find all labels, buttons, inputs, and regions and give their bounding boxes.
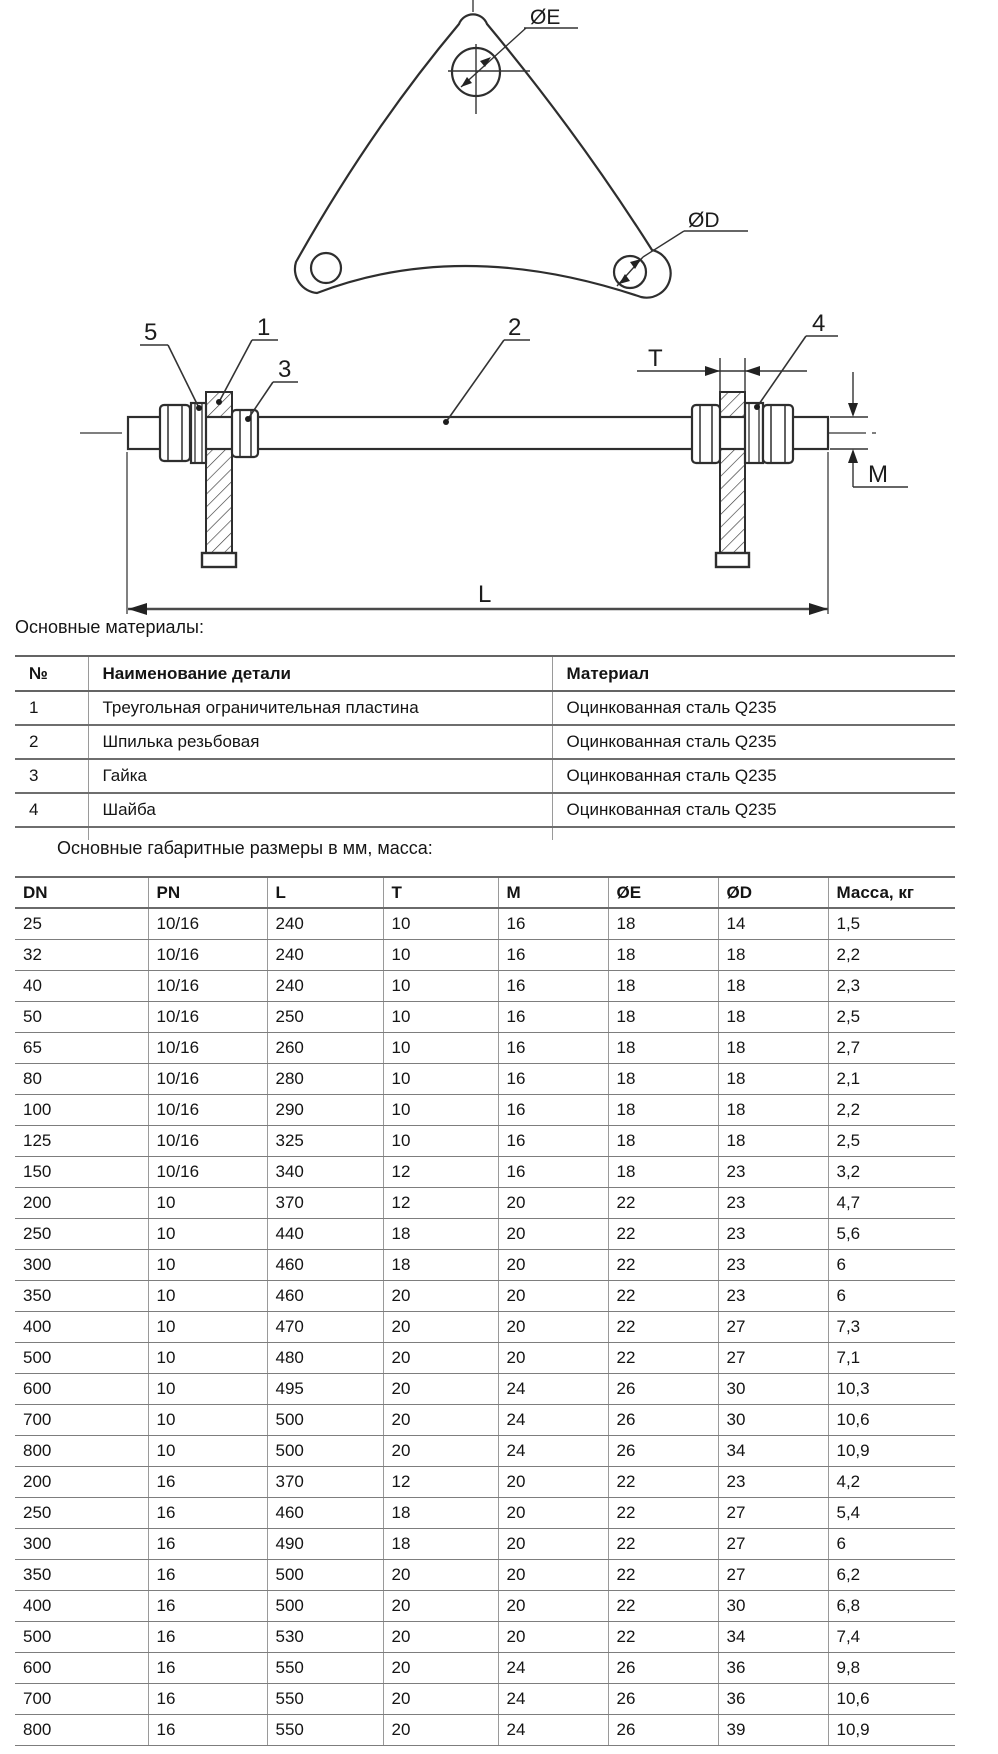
table-cell: 12 <box>383 1157 498 1188</box>
table-cell: 22 <box>608 1281 718 1312</box>
table-cell: 500 <box>267 1591 383 1622</box>
nut-left-inner <box>232 410 258 457</box>
table-cell: 26 <box>608 1436 718 1467</box>
table-cell: 12 <box>383 1467 498 1498</box>
table-cell: 10/16 <box>148 1126 267 1157</box>
table-cell: 16 <box>148 1560 267 1591</box>
table-cell: 20 <box>498 1312 608 1343</box>
table-cell: 10 <box>148 1436 267 1467</box>
table-cell: 16 <box>148 1591 267 1622</box>
table-cell: 10 <box>383 1095 498 1126</box>
table-row <box>15 1591 955 1622</box>
table-cell: 10/16 <box>148 971 267 1002</box>
table-cell: 10 <box>148 1250 267 1281</box>
table-cell: Оцинкованная сталь Q235 <box>552 793 955 827</box>
hole-e-label: ØE <box>530 6 561 29</box>
triangular-plate-outline <box>295 14 671 297</box>
column-header: ØE <box>608 877 718 908</box>
table-row <box>15 1281 955 1312</box>
table-cell: 18 <box>383 1529 498 1560</box>
table-cell: 24 <box>498 1684 608 1715</box>
table-cell: 500 <box>267 1560 383 1591</box>
table-cell: 18 <box>608 908 718 940</box>
table-cell: 3,2 <box>828 1157 955 1188</box>
table-cell: Шпилька резьбовая <box>88 725 552 759</box>
washer-right <box>745 403 763 463</box>
table-cell: 460 <box>267 1281 383 1312</box>
table-cell: 370 <box>267 1188 383 1219</box>
table-cell: 460 <box>267 1250 383 1281</box>
table-cell: 34 <box>718 1622 828 1653</box>
table-cell: 10 <box>383 1002 498 1033</box>
table-cell: 250 <box>267 1002 383 1033</box>
table-cell: 16 <box>148 1653 267 1684</box>
table-cell: 200 <box>15 1467 148 1498</box>
table-row <box>15 940 955 971</box>
table-cell: 125 <box>15 1126 148 1157</box>
table-row <box>15 1529 955 1560</box>
table-cell: 6 <box>828 1250 955 1281</box>
table-cell: 30 <box>718 1405 828 1436</box>
table-cell: 27 <box>718 1560 828 1591</box>
table-cell: 10,6 <box>828 1684 955 1715</box>
table-cell: Треугольная ограничительная пластина <box>88 691 552 725</box>
table-row <box>15 1312 955 1343</box>
nut-right-inner <box>692 405 720 463</box>
table-cell: 24 <box>498 1653 608 1684</box>
table-row <box>15 1219 955 1250</box>
table-cell: 22 <box>608 1467 718 1498</box>
table-cell: 4 <box>15 793 88 827</box>
table-cell: 260 <box>267 1033 383 1064</box>
table-cell: 460 <box>267 1498 383 1529</box>
table-cell: 1,5 <box>828 908 955 940</box>
table-cell: 26 <box>608 1374 718 1405</box>
table-cell: 24 <box>498 1715 608 1746</box>
table-cell: 10 <box>383 1064 498 1095</box>
table-cell: 18 <box>608 1064 718 1095</box>
table-cell: 200 <box>15 1188 148 1219</box>
table-cell: 20 <box>383 1591 498 1622</box>
table-cell: 18 <box>718 1033 828 1064</box>
table-cell: 490 <box>267 1529 383 1560</box>
table-cell: 65 <box>15 1033 148 1064</box>
table-cell: 26 <box>608 1684 718 1715</box>
table-cell: 10 <box>148 1405 267 1436</box>
table-cell: 16 <box>498 940 608 971</box>
table-cell: 6,2 <box>828 1560 955 1591</box>
table-cell: 20 <box>383 1436 498 1467</box>
table-row <box>15 793 955 827</box>
table-cell: 23 <box>718 1467 828 1498</box>
table-cell: 16 <box>148 1684 267 1715</box>
table-cell: 10/16 <box>148 1095 267 1126</box>
table-cell: 16 <box>498 1064 608 1095</box>
table-cell: 800 <box>15 1436 148 1467</box>
table-cell: 20 <box>498 1188 608 1219</box>
table-cell: 1 <box>15 691 88 725</box>
table-cell: 9,8 <box>828 1653 955 1684</box>
table-cell: 16 <box>148 1498 267 1529</box>
table-cell: 150 <box>15 1157 148 1188</box>
stud-assembly-view <box>80 310 908 615</box>
dimensions-table <box>15 876 955 1746</box>
table-cell: 27 <box>718 1498 828 1529</box>
table-row <box>15 1498 955 1529</box>
table-cell: 20 <box>383 1622 498 1653</box>
table-cell: 300 <box>15 1250 148 1281</box>
table-cell: 470 <box>267 1312 383 1343</box>
table-cell: 325 <box>267 1126 383 1157</box>
washer-left <box>191 403 206 463</box>
table-cell: 39 <box>718 1715 828 1746</box>
table-cell: 22 <box>608 1343 718 1374</box>
table-cell: 27 <box>718 1529 828 1560</box>
table-cell: 20 <box>383 1312 498 1343</box>
table-row <box>15 725 955 759</box>
hole-d-label: ØD <box>688 209 720 232</box>
table-cell: 22 <box>608 1312 718 1343</box>
column-header: Масса, кг <box>828 877 955 908</box>
table-cell: 240 <box>267 940 383 971</box>
table-cell: 4,2 <box>828 1467 955 1498</box>
table-cell: 32 <box>15 940 148 971</box>
table-cell: 27 <box>718 1312 828 1343</box>
table-cell: 2,3 <box>828 971 955 1002</box>
table-cell: 700 <box>15 1405 148 1436</box>
column-header: T <box>383 877 498 908</box>
table-row <box>15 1343 955 1374</box>
table-cell: 500 <box>15 1622 148 1653</box>
table-cell: 290 <box>267 1095 383 1126</box>
table-cell: 22 <box>608 1622 718 1653</box>
column-header: PN <box>148 877 267 908</box>
dimensions-heading: Основные габаритные размеры в мм, масса: <box>57 838 433 858</box>
table-cell: 6 <box>828 1529 955 1560</box>
table-cell: 18 <box>718 1126 828 1157</box>
table-cell: 18 <box>608 1095 718 1126</box>
table-cell: Оцинкованная сталь Q235 <box>552 759 955 793</box>
table-cell: 400 <box>15 1591 148 1622</box>
table-cell: 14 <box>718 908 828 940</box>
table-cell: 18 <box>718 1095 828 1126</box>
table-cell: 10 <box>383 1033 498 1064</box>
table-cell: 23 <box>718 1281 828 1312</box>
nut-left-outer <box>160 405 190 461</box>
table-cell: 16 <box>498 1095 608 1126</box>
table-cell: 350 <box>15 1281 148 1312</box>
table-cell: 26 <box>608 1653 718 1684</box>
column-header: Наименование детали <box>88 656 552 691</box>
table-cell: 600 <box>15 1653 148 1684</box>
table-cell: 80 <box>15 1064 148 1095</box>
dim-l-label: L <box>478 581 492 608</box>
table-row <box>15 1436 955 1467</box>
table-cell: 500 <box>267 1436 383 1467</box>
table-cell: 10 <box>383 971 498 1002</box>
table-cell: 340 <box>267 1157 383 1188</box>
table-cell: 10/16 <box>148 1064 267 1095</box>
table-cell: 240 <box>267 971 383 1002</box>
table-cell: 18 <box>718 1064 828 1095</box>
materials-table <box>15 655 955 840</box>
table-row <box>15 1653 955 1684</box>
table-row <box>15 1157 955 1188</box>
column-header: L <box>267 877 383 908</box>
header-row <box>15 877 955 908</box>
table-cell: 22 <box>608 1560 718 1591</box>
table-cell: 16 <box>148 1622 267 1653</box>
table-row <box>15 1002 955 1033</box>
table-cell: 23 <box>718 1219 828 1250</box>
table-row <box>15 1622 955 1653</box>
materials-heading: Основные материалы: <box>15 617 204 637</box>
table-cell: 20 <box>498 1219 608 1250</box>
table-cell: 10 <box>383 940 498 971</box>
table-cell: 10/16 <box>148 1002 267 1033</box>
table-cell: 2,2 <box>828 1095 955 1126</box>
table-cell: Оцинкованная сталь Q235 <box>552 725 955 759</box>
table-cell: 2,2 <box>828 940 955 971</box>
table-cell: 20 <box>498 1591 608 1622</box>
table-cell: 18 <box>608 971 718 1002</box>
hole-plain <box>311 253 341 283</box>
table-row <box>15 1033 955 1064</box>
table-cell: 18 <box>383 1219 498 1250</box>
table-cell: 36 <box>718 1653 828 1684</box>
table-cell: 10,9 <box>828 1715 955 1746</box>
table-cell: 26 <box>608 1405 718 1436</box>
table-cell: 20 <box>498 1560 608 1591</box>
table-row <box>15 691 955 725</box>
table-cell: 20 <box>383 1281 498 1312</box>
table-cell: 10 <box>148 1188 267 1219</box>
table-cell: 18 <box>383 1498 498 1529</box>
table-cell: 22 <box>608 1250 718 1281</box>
table-cell: 550 <box>267 1684 383 1715</box>
table-cell: 40 <box>15 971 148 1002</box>
table-row <box>15 1467 955 1498</box>
table-cell: 16 <box>148 1529 267 1560</box>
table-cell: 250 <box>15 1219 148 1250</box>
table-row <box>15 1374 955 1405</box>
table-cell: 20 <box>498 1281 608 1312</box>
table-cell: 2,5 <box>828 1126 955 1157</box>
table-cell: 22 <box>608 1529 718 1560</box>
table-cell: 16 <box>498 908 608 940</box>
table-cell: 27 <box>718 1343 828 1374</box>
table-cell: 34 <box>718 1436 828 1467</box>
column-header: M <box>498 877 608 908</box>
table-cell: 2,1 <box>828 1064 955 1095</box>
table-cell: 440 <box>267 1219 383 1250</box>
table-cell: 6,8 <box>828 1591 955 1622</box>
table-cell: 16 <box>498 1033 608 1064</box>
table-cell: 18 <box>608 1002 718 1033</box>
table-cell: 18 <box>608 1126 718 1157</box>
table-cell: 18 <box>383 1250 498 1281</box>
table-cell: 18 <box>718 1002 828 1033</box>
table-row <box>15 1560 955 1591</box>
callout-3: 3 <box>278 356 292 383</box>
table-cell: 10/16 <box>148 908 267 940</box>
callout-4: 4 <box>812 310 826 337</box>
table-cell: 7,1 <box>828 1343 955 1374</box>
table-cell: 36 <box>718 1684 828 1715</box>
table-cell: 18 <box>718 971 828 1002</box>
table-cell: 20 <box>498 1622 608 1653</box>
table-cell: 10,9 <box>828 1436 955 1467</box>
table-cell: 300 <box>15 1529 148 1560</box>
table-cell: 20 <box>383 1374 498 1405</box>
table-cell: 16 <box>148 1715 267 1746</box>
table-cell: 18 <box>718 940 828 971</box>
table-cell: 18 <box>608 940 718 971</box>
table-cell: 12 <box>383 1188 498 1219</box>
table-cell: 500 <box>267 1405 383 1436</box>
table-cell: 20 <box>498 1498 608 1529</box>
table-cell: 24 <box>498 1405 608 1436</box>
table-row <box>15 971 955 1002</box>
table-cell: 24 <box>498 1436 608 1467</box>
table-cell: 16 <box>498 1157 608 1188</box>
table-cell: 23 <box>718 1250 828 1281</box>
table-cell: 16 <box>148 1467 267 1498</box>
triangular-plate-view <box>295 0 748 298</box>
column-header: Материал <box>552 656 955 691</box>
table-cell: 550 <box>267 1715 383 1746</box>
table-cell: Гайка <box>88 759 552 793</box>
table-cell: Шайба <box>88 793 552 827</box>
callout-1: 1 <box>257 314 271 341</box>
table-cell: 20 <box>383 1560 498 1591</box>
nut-right-outer <box>763 405 793 463</box>
table-row <box>15 1684 955 1715</box>
table-cell: 20 <box>498 1467 608 1498</box>
table-cell: 500 <box>15 1343 148 1374</box>
table-cell: 10 <box>383 1126 498 1157</box>
table-cell: 16 <box>498 1126 608 1157</box>
table-cell: 20 <box>498 1343 608 1374</box>
table-row <box>15 1188 955 1219</box>
table-cell: 50 <box>15 1002 148 1033</box>
table-row <box>15 1715 955 1746</box>
table-cell: 10,3 <box>828 1374 955 1405</box>
table-cell: 370 <box>267 1467 383 1498</box>
table-cell: 10,6 <box>828 1405 955 1436</box>
table-cell: 800 <box>15 1715 148 1746</box>
table-cell: 20 <box>498 1529 608 1560</box>
dim-m-label: M <box>868 461 888 488</box>
column-header: № <box>15 656 88 691</box>
table-row <box>15 1250 955 1281</box>
column-header: DN <box>15 877 148 908</box>
table-cell: 30 <box>718 1591 828 1622</box>
table-cell: 20 <box>383 1405 498 1436</box>
table-cell: 280 <box>267 1064 383 1095</box>
technical-drawing <box>0 0 998 618</box>
table-cell: 2 <box>15 725 88 759</box>
table-cell: 5,6 <box>828 1219 955 1250</box>
table-row <box>15 1095 955 1126</box>
table-cell: 400 <box>15 1312 148 1343</box>
table-cell: 550 <box>267 1653 383 1684</box>
table-row <box>15 1126 955 1157</box>
table-cell: 26 <box>608 1715 718 1746</box>
table-cell: 22 <box>608 1498 718 1529</box>
table-cell: 10/16 <box>148 940 267 971</box>
table-cell: 30 <box>718 1374 828 1405</box>
table-cell: 600 <box>15 1374 148 1405</box>
table-cell: 10 <box>148 1343 267 1374</box>
table-cell: 16 <box>498 971 608 1002</box>
callout-2: 2 <box>508 314 522 341</box>
table-cell: 22 <box>608 1591 718 1622</box>
table-cell: 350 <box>15 1560 148 1591</box>
table-cell: 2,7 <box>828 1033 955 1064</box>
table-row <box>15 759 955 793</box>
table-cell: 10 <box>148 1281 267 1312</box>
table-row <box>15 1405 955 1436</box>
table-cell: 240 <box>267 908 383 940</box>
table-cell: 10 <box>383 908 498 940</box>
table-cell: 7,4 <box>828 1622 955 1653</box>
table-cell: 23 <box>718 1157 828 1188</box>
table-cell: 2,5 <box>828 1002 955 1033</box>
table-cell: 700 <box>15 1684 148 1715</box>
table-cell: 16 <box>498 1002 608 1033</box>
table-cell: 20 <box>383 1715 498 1746</box>
table-cell: 10 <box>148 1312 267 1343</box>
table-cell: Оцинкованная сталь Q235 <box>552 691 955 725</box>
dim-t-label: T <box>648 345 663 372</box>
table-cell: 18 <box>608 1033 718 1064</box>
table-cell: 20 <box>383 1653 498 1684</box>
table-cell: 20 <box>383 1343 498 1374</box>
table-cell: 10 <box>148 1219 267 1250</box>
table-cell: 20 <box>498 1250 608 1281</box>
table-cell: 7,3 <box>828 1312 955 1343</box>
table-cell: 3 <box>15 759 88 793</box>
table-cell: 100 <box>15 1095 148 1126</box>
table-cell: 480 <box>267 1343 383 1374</box>
table-cell: 4,7 <box>828 1188 955 1219</box>
table-cell: 6 <box>828 1281 955 1312</box>
table-cell: 530 <box>267 1622 383 1653</box>
table-cell: 10 <box>148 1374 267 1405</box>
table-cell: 25 <box>15 908 148 940</box>
table-cell: 495 <box>267 1374 383 1405</box>
table-cell: 22 <box>608 1188 718 1219</box>
divider-tail-row <box>15 827 955 840</box>
table-cell: 22 <box>608 1219 718 1250</box>
table-row <box>15 908 955 940</box>
table-cell: 5,4 <box>828 1498 955 1529</box>
table-cell: 20 <box>383 1684 498 1715</box>
table-row <box>15 1064 955 1095</box>
table-cell: 250 <box>15 1498 148 1529</box>
table-cell: 18 <box>608 1157 718 1188</box>
header-row <box>15 656 955 691</box>
table-cell: 24 <box>498 1374 608 1405</box>
table-cell: 10/16 <box>148 1157 267 1188</box>
callout-5: 5 <box>144 319 158 346</box>
column-header: ØD <box>718 877 828 908</box>
table-cell: 10/16 <box>148 1033 267 1064</box>
table-cell: 23 <box>718 1188 828 1219</box>
